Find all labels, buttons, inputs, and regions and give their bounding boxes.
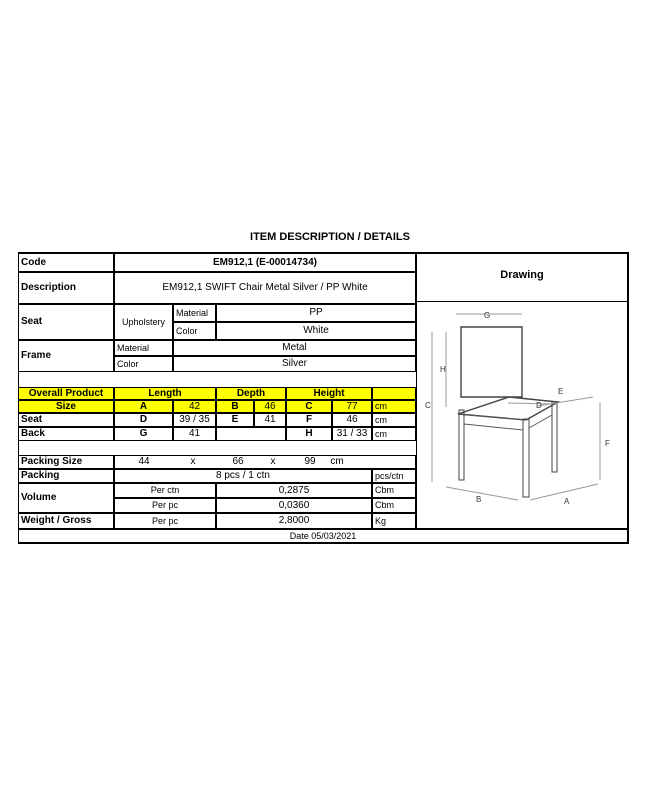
frame-color-value: Silver	[173, 356, 416, 372]
dim-h-letter: H	[286, 427, 332, 441]
seat-dims-unit: cm	[372, 413, 416, 427]
date-label: Date 05/03/2021	[18, 529, 628, 543]
weight-unit: Kg	[372, 513, 416, 529]
packing-size-x2: x	[270, 456, 276, 467]
frame-material-value: Metal	[173, 340, 416, 356]
dim-a-letter: A	[114, 400, 173, 413]
height-header: Height	[286, 387, 372, 400]
seat-dims-label: Seat	[18, 413, 114, 427]
dim-d-value: 39 / 35	[173, 413, 216, 427]
packing-value: 8 pcs / 1 ctn	[114, 469, 372, 483]
volume-per-ctn-unit: Cbm	[372, 483, 416, 498]
volume-label: Volume	[18, 483, 114, 513]
drawing-letter-b: B	[476, 495, 482, 504]
packing-size-height: 99	[304, 456, 316, 467]
volume-per-pc-unit: Cbm	[372, 498, 416, 513]
size-unit: cm	[372, 400, 416, 413]
dim-c-value: 77	[332, 400, 372, 413]
code-value: EM912,1 (E-00014734)	[114, 253, 416, 272]
packing-size-row	[114, 455, 416, 469]
dim-d-letter: D	[114, 413, 173, 427]
page-title: ITEM DESCRIPTION / DETAILS	[250, 231, 410, 243]
volume-per-ctn-label: Per ctn	[114, 483, 216, 498]
description-label: Description	[18, 272, 114, 304]
drawing-letter-h: H	[440, 365, 446, 374]
dim-e-value: 41	[254, 413, 286, 427]
drawing-label: Drawing	[500, 269, 544, 281]
frame-color-label: Color	[114, 356, 173, 372]
dim-f-letter: F	[286, 413, 332, 427]
packing-unit: pcs/ctn	[372, 469, 416, 483]
weight-value: 2,8000	[216, 513, 372, 529]
back-dims-unit: cm	[372, 427, 416, 441]
chair-drawing	[418, 302, 626, 526]
unit-header-blank	[372, 387, 416, 400]
packing-size-x1: x	[190, 456, 196, 467]
seat-label: Seat	[18, 304, 114, 340]
dim-c-letter: C	[286, 400, 332, 413]
drawing-letter-e: E	[558, 387, 564, 396]
weight-per-pc-label: Per pc	[114, 513, 216, 529]
seat-material-label: Material	[173, 304, 216, 322]
dim-h-value: 31 / 33	[332, 427, 372, 441]
seat-color-label: Color	[173, 322, 216, 340]
size-label: Size	[18, 400, 114, 413]
dim-e-letter: E	[216, 413, 254, 427]
drawing-letter-f: F	[605, 439, 610, 448]
overall-product-label: Overall Product	[18, 387, 114, 400]
packing-size-length: 44	[138, 456, 150, 467]
dim-g-value: 41	[173, 427, 216, 441]
drawing-letter-a: A	[564, 497, 570, 506]
dim-b-letter: B	[216, 400, 254, 413]
seat-upholstery-label: Upholstery	[114, 304, 173, 340]
back-blank-cell	[216, 427, 286, 441]
depth-header: Depth	[216, 387, 286, 400]
packing-size-label: Packing Size	[18, 455, 114, 469]
length-header: Length	[114, 387, 216, 400]
frame-material-label: Material	[114, 340, 173, 356]
frame-label: Frame	[18, 340, 114, 372]
packing-size-unit: cm	[330, 456, 344, 467]
volume-per-ctn-value: 0,2875	[216, 483, 372, 498]
description-value: EM912,1 SWIFT Chair Metal Silver / PP White	[114, 272, 416, 304]
dim-a-value: 42	[173, 400, 216, 413]
volume-per-pc-label: Per pc	[114, 498, 216, 513]
drawing-letter-c: C	[425, 401, 431, 410]
dim-f-value: 46	[332, 413, 372, 427]
drawing-letter-g: G	[484, 311, 491, 320]
volume-per-pc-value: 0,0360	[216, 498, 372, 513]
packing-size-width: 66	[232, 456, 244, 467]
seat-material-value: PP	[216, 304, 416, 322]
back-dims-label: Back	[18, 427, 114, 441]
seat-color-value: White	[216, 322, 416, 340]
dim-b-value: 46	[254, 400, 286, 413]
weight-label: Weight / Gross	[18, 513, 114, 529]
drawing-letter-d: D	[536, 401, 542, 410]
packing-label: Packing	[18, 469, 114, 483]
code-label: Code	[18, 253, 114, 272]
dim-g-letter: G	[114, 427, 173, 441]
